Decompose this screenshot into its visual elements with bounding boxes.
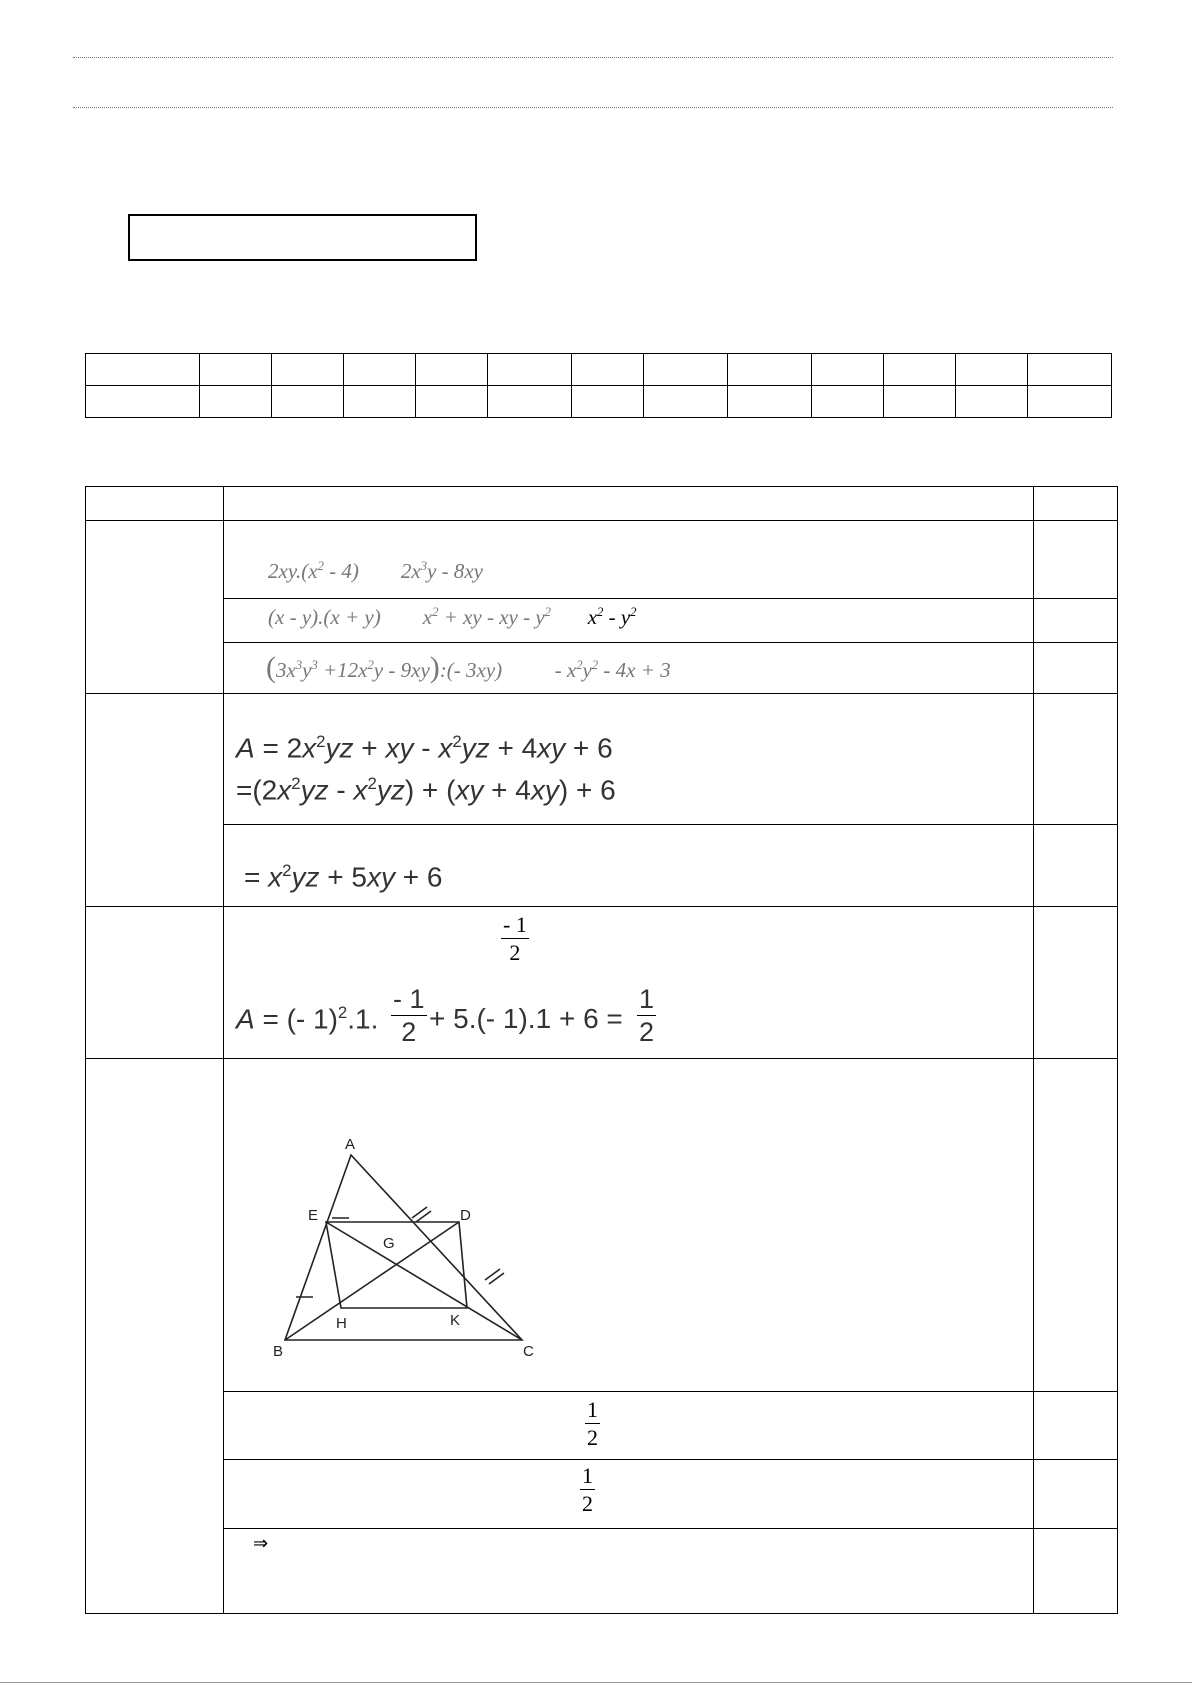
- table-row: [86, 694, 1118, 825]
- answer-grid-row: [86, 386, 1112, 418]
- answer-grid: [85, 353, 1112, 418]
- label-d: D: [460, 1207, 471, 1224]
- footer-rule: [0, 1682, 1192, 1683]
- row2-line1: $A = 2x^2yz$ + xy - $x^2yz + 4xy + 6$: [236, 732, 613, 764]
- label-k: K: [450, 1312, 461, 1329]
- row1-line3: ($3x^3y^3 +12x^2y$ - 9xy):(- 3xy) - $x^2y^2 - 4x + 3$: [266, 651, 671, 684]
- triangle-abc: [285, 1155, 522, 1340]
- triangle-figure: [259, 1133, 559, 1393]
- row1-line1: $2xy.(x^2 - 4)$ $2x^3y - 8xy$: [268, 559, 483, 583]
- row3-fraction: - 1 2: [393, 984, 425, 1048]
- row2-line3: = $x^2yz + 5xy + 6$: [244, 861, 443, 893]
- header-rule-bottom: [73, 107, 1113, 108]
- label-b: B: [273, 1343, 284, 1360]
- table-row: [86, 825, 1118, 907]
- row1-line2: (x - y).(x + y) $x^2$ + xy - xy - $y^2$ $x^2 - y^2$: [268, 605, 637, 629]
- title-box: [128, 214, 477, 261]
- label-h: H: [336, 1315, 347, 1332]
- row2-line2: $=(2x^2yz - x^2yz) + (xy + 4xy) + 6$: [236, 774, 616, 806]
- table-row: [86, 1460, 1118, 1529]
- row3-expr-middle: + 5.(- 1).1 + 6 =: [429, 1003, 623, 1034]
- implies-symbol: ⇒: [253, 1533, 269, 1554]
- table-row: [86, 599, 1118, 643]
- table-row: [86, 521, 1118, 599]
- header-rule-top: [73, 57, 1113, 58]
- scoring-table: [85, 486, 1118, 1614]
- answer-grid-row: [86, 354, 1112, 386]
- table-row: [86, 1529, 1118, 1614]
- half-fraction-2: 1 2: [582, 1463, 593, 1517]
- label-a: A: [345, 1136, 356, 1153]
- table-row: [86, 1392, 1118, 1460]
- value-fraction: - 1 2: [503, 912, 527, 966]
- table-row: [86, 907, 1118, 1059]
- row3-result: 1 2: [639, 984, 655, 1048]
- label-c: C: [523, 1343, 534, 1360]
- table-row: [86, 1059, 1118, 1392]
- median-bd: [285, 1222, 459, 1340]
- label-g: G: [383, 1235, 395, 1252]
- label-e: E: [308, 1207, 319, 1224]
- half-fraction-1: 1 2: [587, 1397, 598, 1451]
- table-row: [86, 643, 1118, 694]
- row3-expr-prefix: A = (- 1)$^2$.1.: [236, 1003, 379, 1035]
- table-header-row: [86, 487, 1118, 521]
